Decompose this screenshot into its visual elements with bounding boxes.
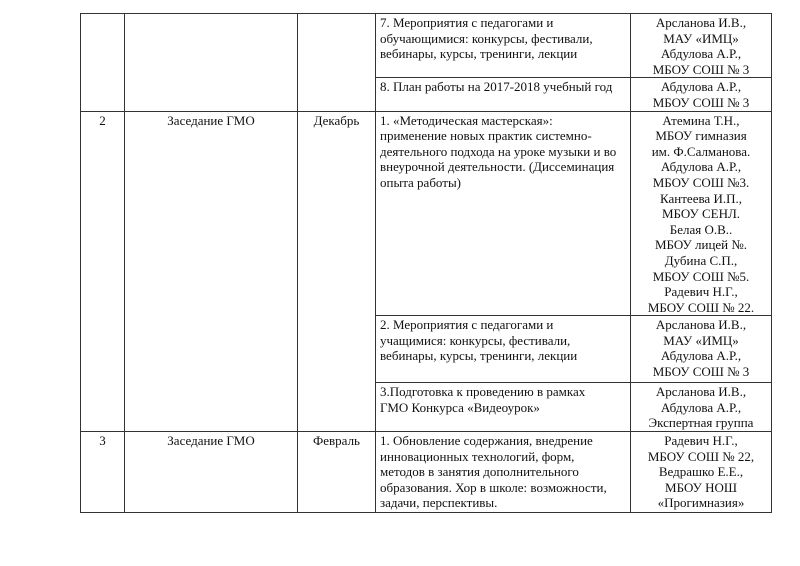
month-cell: Декабрь <box>298 111 376 432</box>
responsible-line: Радевич Н.Г., <box>664 433 738 449</box>
responsible-line: Экспертная группа <box>648 415 754 431</box>
topic-line: обучающимися: конкурсы, фестивали, <box>380 30 593 46</box>
topic-line: 8. План работы на 2017-2018 учебный год <box>380 79 613 95</box>
responsible-line: МАУ «ИМЦ» <box>663 30 739 46</box>
row-number-cell <box>81 14 125 112</box>
responsible-line: Абдулова А.Р., <box>660 348 742 364</box>
topic-cell <box>376 111 631 316</box>
responsible-line: Арсланова И.В., <box>655 384 747 400</box>
row-number-cell: 3 <box>81 432 125 513</box>
responsible-line: Абдулова А.Р., <box>660 399 742 415</box>
topic-cell <box>376 383 631 432</box>
responsible-cell <box>631 14 772 78</box>
responsible-line: Абдулова А.Р., <box>660 46 742 62</box>
topic-line: 2. Мероприятия с педагогами и <box>380 317 554 333</box>
responsible-line: МАУ «ИМЦ» <box>663 332 739 348</box>
month-cell <box>298 14 376 112</box>
responsible-line: Белая О.В.. <box>669 221 733 237</box>
event-cell <box>125 14 298 112</box>
responsible-line: МБОУ СОШ № 22. <box>647 299 755 315</box>
responsible-line: Радевич Н.Г., <box>664 284 738 300</box>
responsible-line: МБОУ СОШ №5. <box>652 268 750 284</box>
responsible-line: Ведрашко Е.Е., <box>658 464 744 480</box>
topic-cell <box>376 316 631 383</box>
topic-cell <box>376 78 631 111</box>
responsible-line: МБОУ СОШ № 3 <box>652 94 750 110</box>
topic-line: вебинары, курсы, тренинги, лекции <box>380 46 578 62</box>
responsible-line: Абдулова А.Р., <box>660 159 742 175</box>
responsible-line: Кантеева И.П., <box>660 190 742 206</box>
topic-line: вебинары, курсы, тренинги, лекции <box>380 348 578 364</box>
topic-cell <box>376 432 631 513</box>
responsible-line: МБОУ НОШ <box>665 479 737 495</box>
responsible-line: им. Ф.Салманова. <box>651 143 751 159</box>
responsible-line: МБОУ СОШ № 22, <box>647 448 755 464</box>
topic-line: методов в занятия дополнительного <box>380 464 579 480</box>
row-number-cell: 2 <box>81 111 125 432</box>
event-cell: Заседание ГМО <box>125 111 298 432</box>
topic-cell <box>376 14 631 78</box>
responsible-cell <box>631 111 772 316</box>
event-cell: Заседание ГМО <box>125 432 298 513</box>
responsible-line: МБОУ СОШ №3. <box>652 174 750 190</box>
month-cell: Февраль <box>298 432 376 513</box>
topic-line: опыта работы) <box>380 174 462 190</box>
topic-line: 7. Мероприятия с педагогами и <box>380 15 554 30</box>
responsible-line: Дубина С.П., <box>664 252 738 268</box>
table-row <box>81 432 772 513</box>
responsible-line: МБОУ СОШ № 3 <box>652 61 750 77</box>
topic-line: учащимися: конкурсы, фестивали, <box>380 332 571 348</box>
table-row <box>81 14 772 78</box>
responsible-line: МБОУ СОШ № 3 <box>652 364 750 380</box>
topic-line: внеурочной деятельности. (Диссеминация <box>380 159 615 175</box>
responsible-line: Арсланова И.В., <box>655 317 747 333</box>
topic-line: 3.Подготовка к проведению в рамках <box>380 384 586 400</box>
topic-line: 1. Обновление содержания, внедрение <box>380 433 593 449</box>
responsible-line: Атемина Т.Н., <box>662 112 740 128</box>
responsible-line: МБОУ гимназия <box>655 128 747 144</box>
responsible-cell <box>631 316 772 383</box>
topic-line: образования. Хор в школе: возможности, <box>380 479 607 495</box>
responsible-cell <box>631 383 772 432</box>
topic-line: деятельного подхода на уроке музыки и во <box>380 143 617 159</box>
responsible-line: Арсланова И.В., <box>655 15 747 30</box>
topic-line: инновационных технологий, форм, <box>380 448 575 464</box>
topic-line: задачи, перспективы. <box>380 495 498 511</box>
responsible-cell <box>631 432 772 513</box>
responsible-line: «Прогимназия» <box>657 495 745 511</box>
responsible-line: Абдулова А.Р., <box>660 79 742 95</box>
topic-line: ГМО Конкурса «Видеоурок» <box>380 399 540 415</box>
table-row <box>81 111 772 316</box>
topic-line: применение новых практик системно- <box>380 128 592 144</box>
work-plan-table <box>80 13 772 513</box>
responsible-line: МБОУ СЕНЛ. <box>661 206 741 222</box>
responsible-cell <box>631 78 772 111</box>
responsible-line: МБОУ лицей №. <box>654 237 748 253</box>
topic-line: 1. «Методическая мастерская»: <box>380 112 553 128</box>
